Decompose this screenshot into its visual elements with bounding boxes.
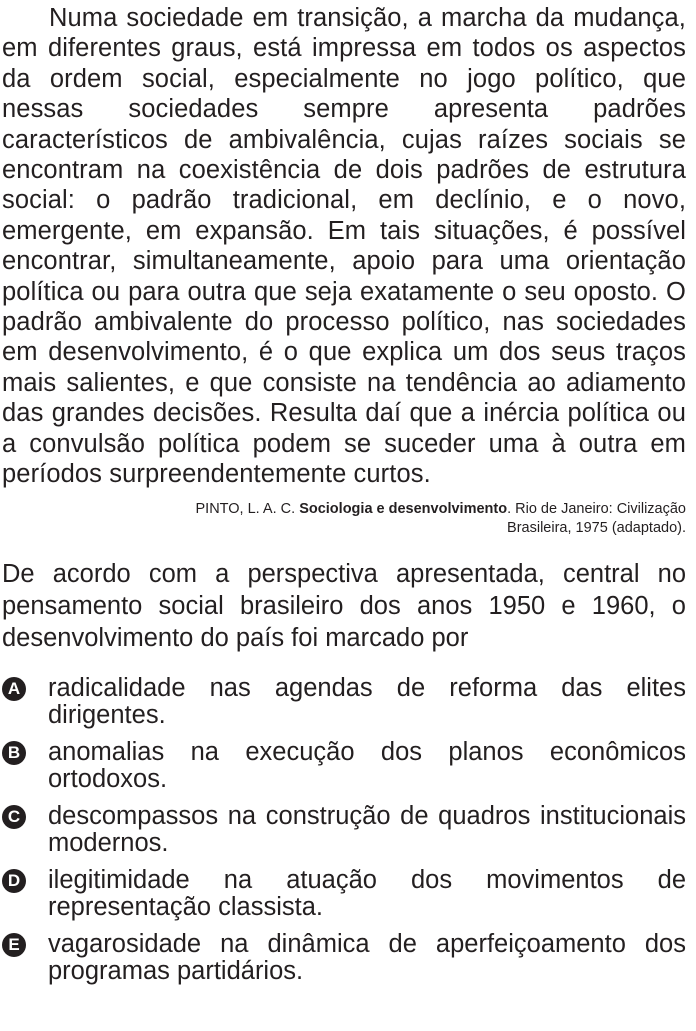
option-letter-badge: C: [2, 805, 26, 829]
passage-text: Numa sociedade em transição, a marcha da mudança, em diferentes graus, está impressa em todos os aspectos da ordem social, especialmente no jogo político, que nessas sociedades sempre apresenta padrões característicos de ambivalência, cujas raízes sociais se encontram na coexistência de dois padrões de estrutura social: o padrão tradicional, em declínio, e o novo, emergente, em expansão. Em tais situações, é possível encontrar, simultaneamente, apoio para uma orientação política ou para outra que seja exatamente o seu oposto. O padrão ambivalente do processo político, nas sociedades em desenvolvimento, é o que explica um dos seus traços mais salientes, e que consiste na tendência ao adiamento das grandes decisões. Resulta daí que a inércia política ou a convulsão política podem se suceder uma à outra em períodos surpreendentemente curtos.: [2, 4, 686, 489]
citation-title: Sociologia e desenvolvimento: [299, 500, 508, 517]
option-c[interactable]: [2, 803, 686, 857]
option-letter-badge: B: [2, 741, 26, 765]
citation: [2, 500, 686, 538]
option-text: anomalias na execução dos planos econômicos ortodoxos.: [48, 737, 686, 793]
option-text: ilegitimidade na atuação dos movimentos de representação classista.: [48, 865, 686, 921]
exam-question: [2, 3, 686, 995]
question-stem: De acordo com a perspectiva apresentada, central no pensamento social brasileiro dos anos 1950 e 1960, o desenvolvimento do país foi marcado por: [2, 559, 686, 652]
option-e[interactable]: [2, 931, 686, 985]
option-text: radicalidade nas agendas de reforma das elites dirigentes.: [48, 673, 686, 729]
option-d[interactable]: [2, 867, 686, 921]
option-text: vagarosidade na dinâmica de aperfeiçoamento dos programas partidários.: [48, 929, 686, 985]
citation-rest: . Rio de Janeiro: Civilização Brasileira, 1975 (adaptado).: [507, 500, 686, 536]
option-letter-badge: A: [2, 677, 26, 701]
option-b[interactable]: [2, 739, 686, 793]
citation-author: PINTO, L. A. C.: [195, 500, 300, 517]
option-a[interactable]: [2, 675, 686, 729]
option-letter-badge: D: [2, 869, 26, 893]
answer-options: [2, 675, 686, 985]
option-letter-badge: E: [2, 933, 26, 957]
option-text: descompassos na construção de quadros institucionais modernos.: [48, 801, 686, 857]
